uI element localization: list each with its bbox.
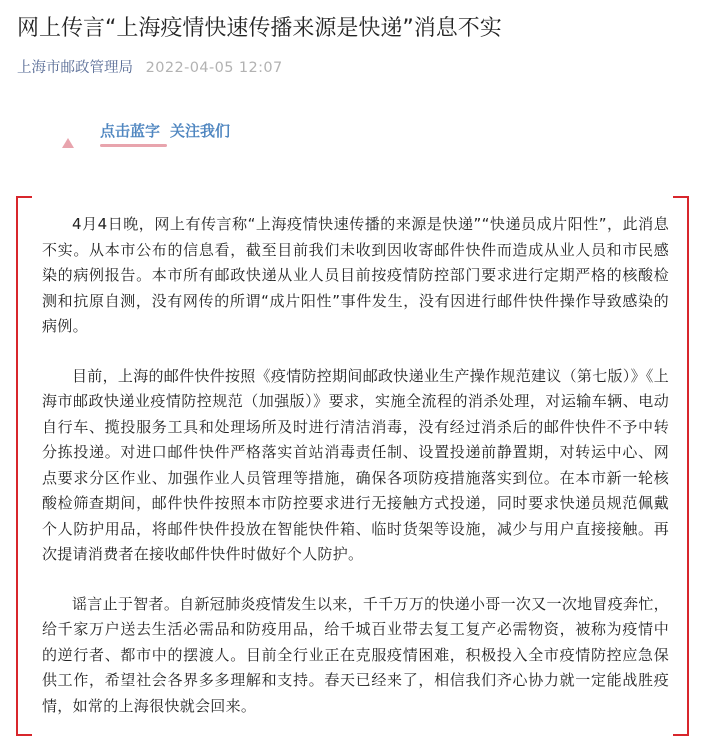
frame-corner-top-right bbox=[673, 196, 689, 198]
follow-underline-decoration bbox=[100, 144, 167, 147]
account-name-link[interactable]: 上海市邮政管理局 bbox=[17, 60, 133, 76]
follow-banner-text bbox=[100, 121, 230, 141]
frame-corner-top-left bbox=[16, 196, 32, 198]
body-paragraph: 谣言止于智者。自新冠肺炎疫情发生以来，千千万万的快递小哥一次又一次地冒疫奔忙，给千家万户送去生活必需品和防疫用品，给千城百业带去复工复产必需物资，被称为疫情中的逆行者、都市中的摆渡人。目前全行业正在克服疫情困难，积极投入全市疫情防控应急保供工作，希望社会各界多多理解和支持。春天已经来了，相信我们齐心协力就一定能战胜疫情，如常的上海很快就会回来。 bbox=[42, 594, 669, 715]
body-paragraph: 4月4日晚，网上有传言称“上海疫情快速传播的来源是快递”“快递员成片阳性”，此消息不实。从本市公布的信息看，截至目前我们未收到因收寄邮件快件而造成从业人员和市民感染的病例报告。本市所有邮政快递从业人员目前按疫情防控部门要求进行定期严格的核酸检测和抗原自测，没有网传的所谓“成片阳性”事件发生，没有因进行邮件快件操作导致感染的病例。 bbox=[42, 215, 669, 335]
click-blue-text-link[interactable]: 点击蓝字 bbox=[100, 122, 161, 140]
triangle-icon bbox=[62, 138, 74, 148]
article-body bbox=[42, 212, 669, 743]
follow-us-link[interactable]: 关注我们 bbox=[170, 122, 231, 140]
follow-banner bbox=[60, 118, 280, 158]
body-paragraph: 目前，上海的邮件快件按照《疫情防控期间邮政快递业生产操作规范建议（第七版）》《上海市邮政快递业疫情防控规范（加强版）》要求，实施全流程的消杀处理，对运输车辆、电动自行车、揽投服务工具和处理场所及时进行清洁消毒，没有经过消杀后的邮件快件不予中转分拣投递。对进口邮件快件严格落实首站消毒责任制、设置投递前静置期，对转运中心、网点要求分区作业、加强作业人员管理等措施，确保各项防疫措施落实到位。在本市新一轮核酸检筛查期间，邮件快件按照本市防控要求进行无接触方式投递，同时要求快递员规范佩戴个人防护用品，将邮件快件投放在智能快件箱、临时货架等设施，减少与用户直接接触。再次提请消费者在接收邮件快件时做好个人防护。 bbox=[42, 366, 670, 563]
frame-corner-bottom-right bbox=[673, 734, 689, 736]
article-title: 网上传言“上海疫情快速传播来源是快递”消息不实 bbox=[17, 16, 502, 41]
article-meta bbox=[17, 58, 283, 78]
frame-corner-bottom-left bbox=[16, 734, 32, 736]
publish-date: 2022-04-05 12:07 bbox=[145, 60, 283, 76]
